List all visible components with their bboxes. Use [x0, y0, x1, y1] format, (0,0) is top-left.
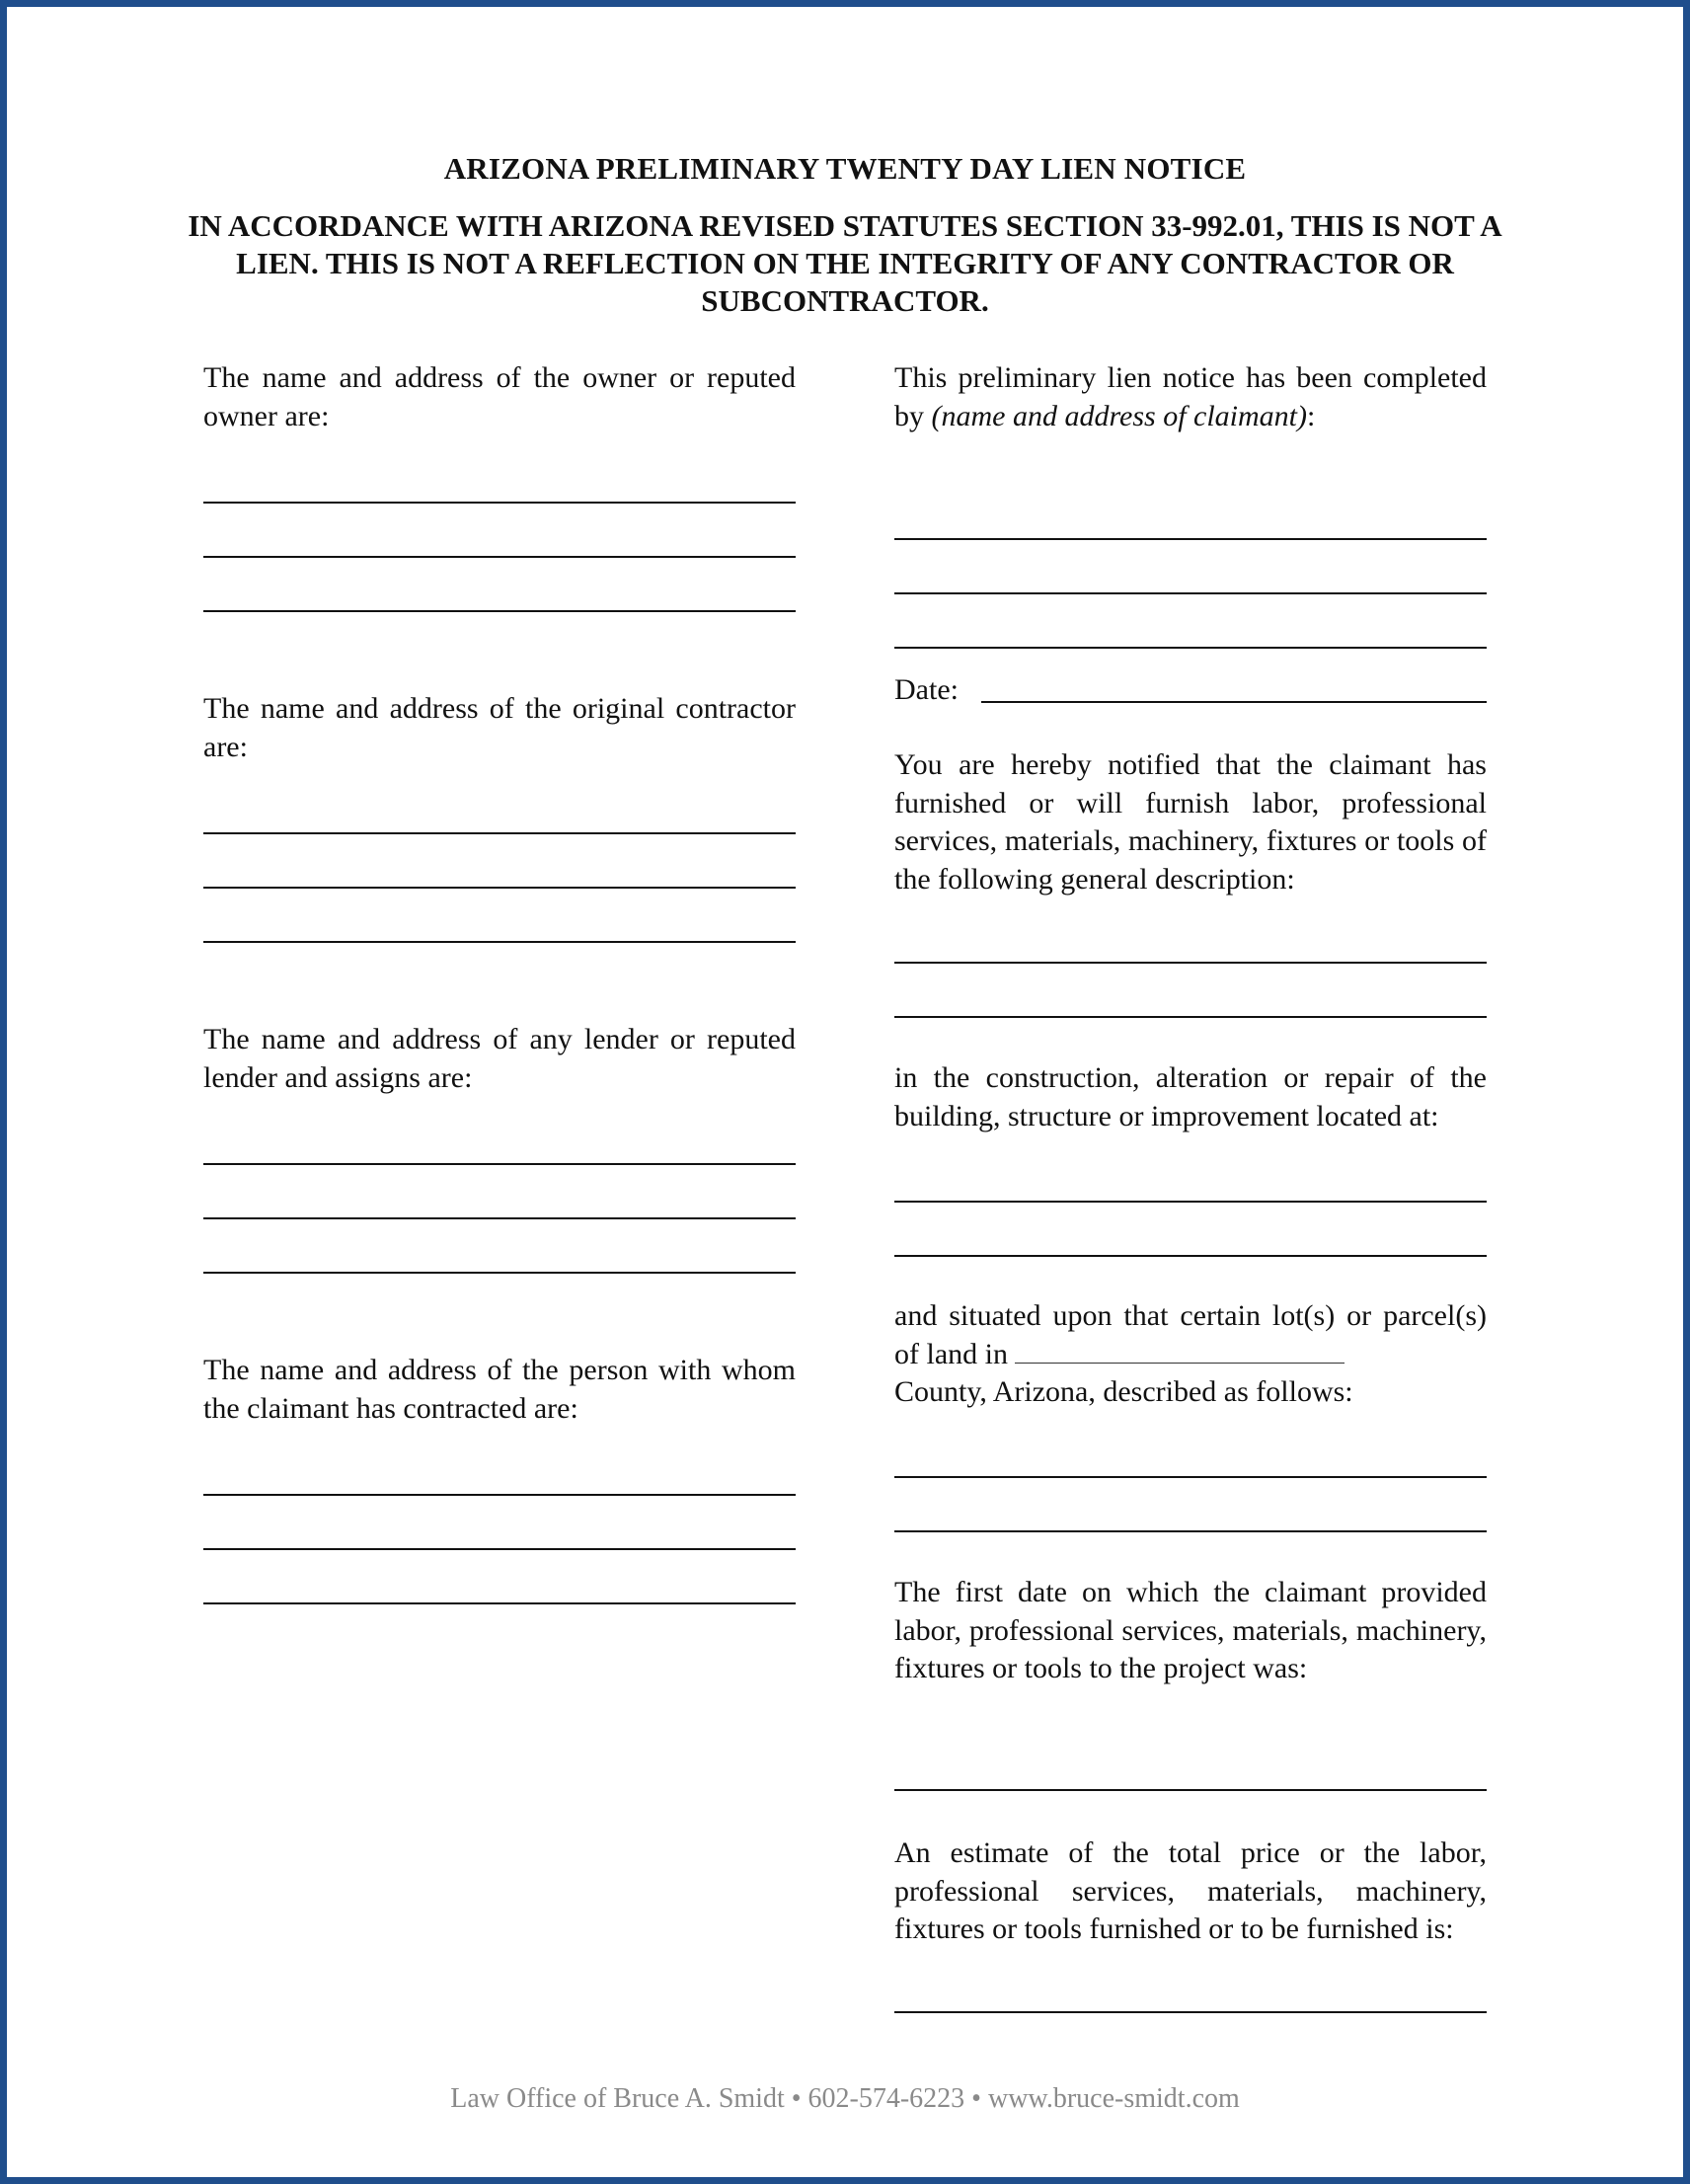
- footer-contact: Law Office of Bruce A. Smidt • 602-574-6223 • www.bruce-smidt.com: [450, 2083, 1240, 2114]
- notified-text: You are hereby notified that the claimant has furnished or will furnish labor, professional services, materials, machinery, fixtures or tools of the following general description:: [894, 748, 1487, 896]
- date-field-line[interactable]: [981, 701, 1487, 703]
- legal-description-field-line-2[interactable]: [894, 1530, 1487, 1532]
- county-field-line[interactable]: [1015, 1337, 1344, 1364]
- claimant-field-line-1[interactable]: [894, 538, 1487, 540]
- contracted-person-field-line-2[interactable]: [203, 1548, 796, 1550]
- contractor-field-line-2[interactable]: [203, 887, 796, 889]
- situated-text: [894, 1297, 1487, 1412]
- owner-field-line-2[interactable]: [203, 556, 796, 558]
- document-title: ARIZONA PRELIMINARY TWENTY DAY LIEN NOTICE: [443, 151, 1247, 186]
- first-date-text: The first date on which the claimant provided labor, professional services, materials, machinery, fixtures or tools to the project was:: [894, 1576, 1487, 1684]
- lender-field-line-2[interactable]: [203, 1217, 796, 1219]
- situated-suffix: County, Arizona, described as follows:: [894, 1375, 1353, 1408]
- location-field-line-1[interactable]: [894, 1201, 1487, 1203]
- completed-by-italic: (name and address of claimant): [931, 399, 1308, 432]
- claimant-field-line-3[interactable]: [894, 647, 1487, 649]
- completed-by-prefix: This preliminary lien notice has been completed by: [894, 361, 1487, 432]
- completed-by-label: [894, 359, 1487, 435]
- owner-field-line-3[interactable]: [203, 610, 796, 612]
- construction-text: in the construction, alteration or repair of the building, structure or improvement located at:: [894, 1061, 1487, 1132]
- statute-disclaimer: IN ACCORDANCE WITH ARIZONA REVISED STATUTES SECTION 33-992.01, THIS IS NOT A LIEN. THIS IS NOT A REFLECTION ON THE INTEGRITY OF ANY CONTRACTOR OR SUBCONTRACTOR.: [188, 208, 1502, 318]
- description-field-line-2[interactable]: [894, 1016, 1487, 1018]
- estimate-field-line[interactable]: [894, 2011, 1487, 2013]
- contracted-person-label: The name and address of the person with whom the claimant has contracted are:: [203, 1354, 796, 1425]
- claimant-field-line-2[interactable]: [894, 592, 1487, 594]
- lender-field-line-1[interactable]: [203, 1163, 796, 1165]
- owner-label: The name and address of the owner or reputed owner are:: [203, 361, 796, 432]
- date-label: Date:: [894, 673, 959, 706]
- contracted-person-field-line-3[interactable]: [203, 1602, 796, 1604]
- contracted-person-field-line-1[interactable]: [203, 1494, 796, 1496]
- contractor-field-line-3[interactable]: [203, 941, 796, 943]
- situated-prefix: and situated upon that certain lot(s) or parcel(s) of land in: [894, 1299, 1487, 1370]
- legal-description-field-line-1[interactable]: [894, 1476, 1487, 1478]
- owner-field-line-1[interactable]: [203, 502, 796, 504]
- completed-by-suffix: :: [1307, 399, 1316, 432]
- lender-label: The name and address of any lender or reputed lender and assigns are:: [203, 1023, 796, 1094]
- contractor-field-line-1[interactable]: [203, 832, 796, 834]
- description-field-line-1[interactable]: [894, 962, 1487, 964]
- lender-field-line-3[interactable]: [203, 1272, 796, 1274]
- location-field-line-2[interactable]: [894, 1255, 1487, 1257]
- estimate-text: An estimate of the total price or the labor, professional services, materials, machinery, fixtures or tools furnished or to be furnished is:: [894, 1836, 1487, 1945]
- first-date-field-line[interactable]: [894, 1789, 1487, 1791]
- original-contractor-label: The name and address of the original contractor are:: [203, 692, 796, 763]
